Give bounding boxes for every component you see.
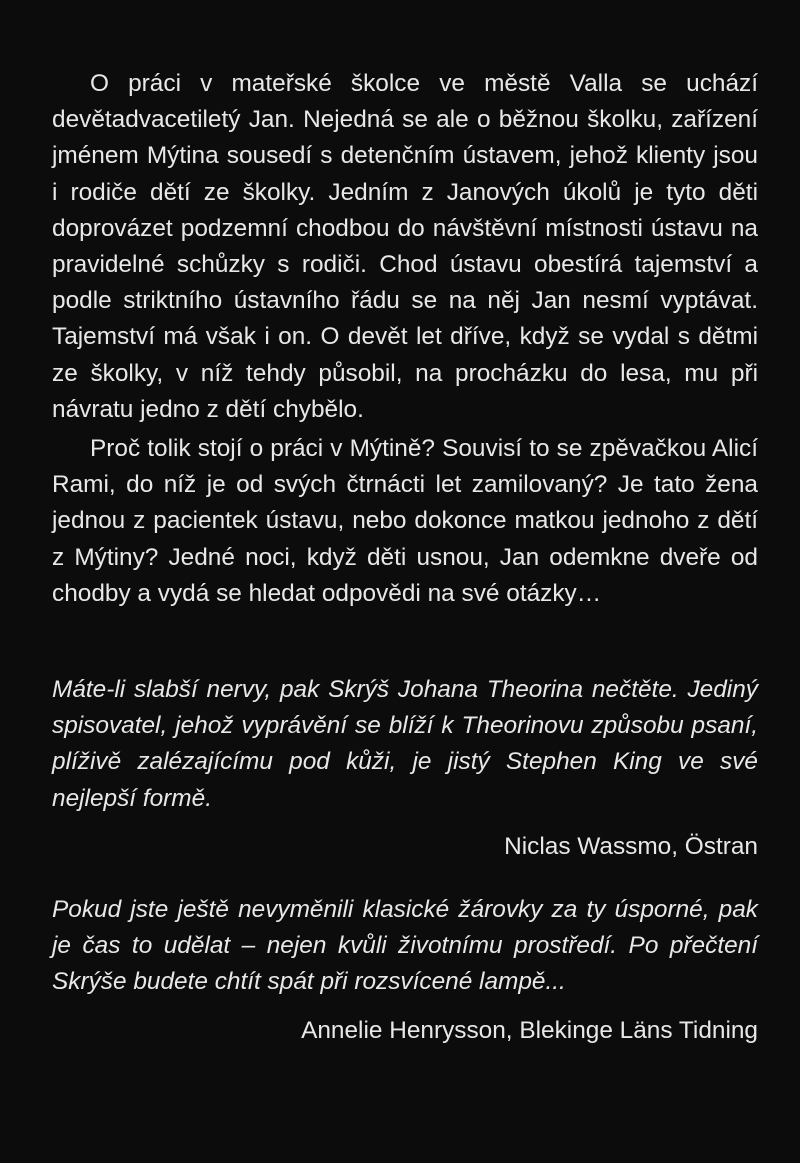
review-quote-text: Máte-li slabší nervy, pak Skrýš Johana Theorina nečtěte. Jediný spisovatel, jehož vyprávění se blíží k Theorinovu způsobu psaní, plíživě zalézajícímu pod kůži, je jistý Stephen King ve své nejlepší formě. — [52, 676, 758, 812]
book-synopsis — [52, 66, 758, 612]
cover-text-block — [52, 66, 758, 1049]
review-quote-2 — [52, 892, 758, 1049]
review-attribution: Annelie Henrysson, Blekinge Läns Tidning — [301, 1016, 758, 1044]
synopsis-paragraph-1: O práci v mateřské školce ve městě Valla se uchází devětadvacetiletý Jan. Nejedná se ale o běžnou školku, zařízení jménem Mýtina sousedí s detenčním ústavem, jehož klienty jsou i rodiče dětí ze školky. Jedním z Janových úkolů je tyto děti doprovázet podzemní chodbou do návštěvní místnosti ústavu na pravidelné schůzky s rodiči. Chod ústavu obestírá tajemství a podle striktního ústavního řádu se na něj Jan nesmí vyptávat. Tajemství má však i on. O devět let dříve, když se vydal s dětmi ze školky, v níž tehdy působil, na procházku do lesa, mu při návratu jedno z dětí chybělo. — [52, 70, 758, 423]
review-quote-1 — [52, 672, 758, 865]
review-quote-text: Pokud jste ještě nevyměnili klasické žárovky za ty úsporné, pak je čas to udělat – nejen kvůli životnímu prostředí. Po přečtení Skrýše budete chtít spát při rozsvícené lampě... — [52, 896, 758, 996]
review-attribution: Niclas Wassmo, Östran — [504, 832, 758, 860]
synopsis-paragraph-2: Proč tolik stojí o práci v Mýtině? Souvisí to se zpěvačkou Alicí Rami, do níž je od svých čtrnácti let zamilovaný? Je tato žena jednou z pacientek ústavu, nebo dokonce matkou jednoho z dětí z Mýtiny? Jedné noci, když děti usnou, Jan odemkne dveře od chodby a vydá se hledat odpovědi na své otázky… — [52, 435, 758, 607]
